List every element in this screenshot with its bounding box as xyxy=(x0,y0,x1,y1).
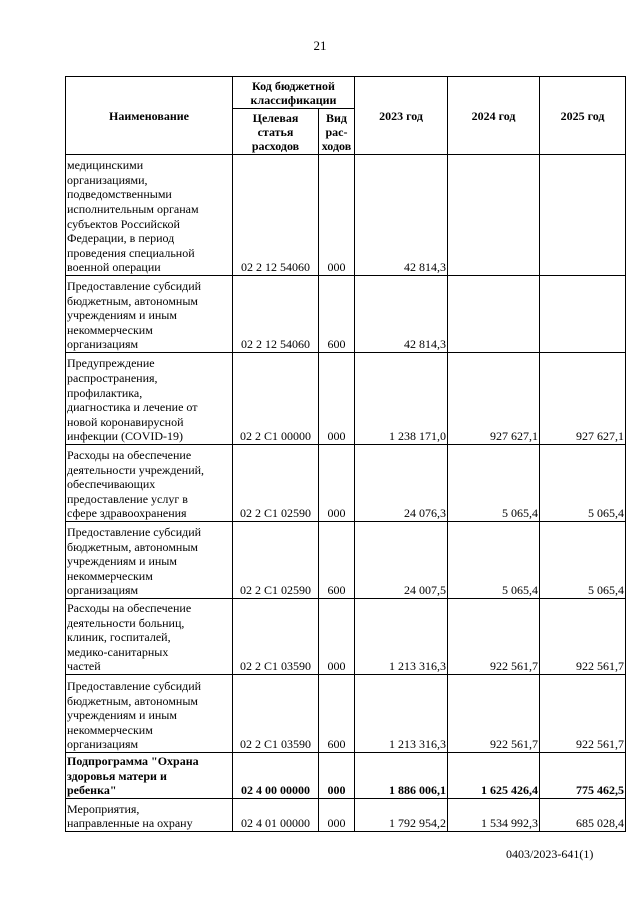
row-expense-type: 000 xyxy=(319,353,355,445)
table-row xyxy=(66,799,626,832)
name-line: субъектов Российской xyxy=(67,216,180,231)
name-line: некоммерческим xyxy=(67,322,153,337)
row-name xyxy=(66,675,233,753)
row-target-code: 02 2 С1 03590 xyxy=(233,675,319,753)
name-line: Предоставление субсидий xyxy=(67,279,202,294)
header-target-line2: статья xyxy=(257,124,294,139)
row-2024 xyxy=(448,276,540,353)
row-expense-type: 000 xyxy=(319,599,355,675)
name-line: направленные на охрану xyxy=(67,816,193,831)
name-line: сфере здравоохранения xyxy=(67,506,187,521)
table-row xyxy=(66,353,626,445)
table-row xyxy=(66,155,626,276)
row-2025: 5 065,4 xyxy=(540,445,626,522)
row-target-code: 02 2 С1 02590 xyxy=(233,522,319,599)
document-code: 0403/2023-641(1) xyxy=(506,847,594,861)
header-2025: 2025 год xyxy=(540,77,626,155)
name-line: новой коронавирусной xyxy=(67,414,184,429)
row-target-code: 02 2 12 54060 xyxy=(233,155,319,276)
row-name xyxy=(66,522,233,599)
row-2023: 1 213 316,3 xyxy=(355,599,448,675)
name-line: Мероприятия, xyxy=(67,801,140,816)
header-name: Наименование xyxy=(66,77,233,155)
header-2023: 2023 год xyxy=(355,77,448,155)
row-2023: 1 792 954,2 xyxy=(355,799,448,832)
row-target-code: 02 2 С1 02590 xyxy=(233,445,319,522)
header-expense-type xyxy=(319,109,355,155)
row-2023: 24 007,5 xyxy=(355,522,448,599)
name-line: организациям xyxy=(67,337,139,352)
name-line: предоставление услуг в xyxy=(67,491,188,506)
table-row-subprogram xyxy=(66,753,626,799)
name-line: исполнительным органам xyxy=(67,202,199,217)
page-number: 21 xyxy=(313,38,327,53)
row-name xyxy=(66,799,233,832)
name-line: профилактика, xyxy=(67,385,143,400)
row-target-code: 02 2 С1 00000 xyxy=(233,353,319,445)
name-line: проведения специальной xyxy=(67,245,195,260)
row-expense-type: 600 xyxy=(319,675,355,753)
header-row-top xyxy=(66,77,626,109)
table-row xyxy=(66,276,626,353)
row-2024: 5 065,4 xyxy=(448,445,540,522)
row-2024: 922 561,7 xyxy=(448,675,540,753)
row-expense-type: 000 xyxy=(319,445,355,522)
header-target-line1: Целевая xyxy=(252,110,299,125)
name-line: некоммерческим xyxy=(67,568,153,583)
name-line: Расходы на обеспечение xyxy=(67,601,192,616)
table-row xyxy=(66,599,626,675)
name-line: учреждениям и иным xyxy=(67,554,177,569)
row-expense-type: 000 xyxy=(319,753,355,799)
name-line: клиник, госпиталей, xyxy=(67,630,171,645)
row-2025: 922 561,7 xyxy=(540,599,626,675)
name-line: Предупреждение xyxy=(67,356,155,371)
row-target-code: 02 2 12 54060 xyxy=(233,276,319,353)
table-row xyxy=(66,675,626,753)
row-name xyxy=(66,353,233,445)
header-target-article xyxy=(233,109,319,155)
row-target-code: 02 4 00 00000 xyxy=(233,753,319,799)
row-2024: 1 625 426,4 xyxy=(448,753,540,799)
name-line: бюджетным, автономным xyxy=(67,539,198,554)
row-name xyxy=(66,276,233,353)
row-expense-type: 000 xyxy=(319,155,355,276)
name-line: медицинскими xyxy=(67,158,144,173)
name-line: деятельности учреждений, xyxy=(67,462,205,477)
name-line: частей xyxy=(67,659,101,674)
row-2024: 922 561,7 xyxy=(448,599,540,675)
header-type-line1: Вид xyxy=(326,110,347,125)
row-2024: 1 534 992,3 xyxy=(448,799,540,832)
row-2025 xyxy=(540,276,626,353)
name-line: Расходы на обеспечение xyxy=(67,448,192,463)
header-target-line3: расходов xyxy=(251,138,300,153)
row-2023: 1 238 171,0 xyxy=(355,353,448,445)
row-2023: 1 886 006,1 xyxy=(355,753,448,799)
row-2023: 42 814,3 xyxy=(355,276,448,353)
header-budget-code xyxy=(233,77,355,109)
table-row xyxy=(66,522,626,599)
name-line: деятельности больниц, xyxy=(67,615,185,630)
name-line: бюджетным, автономным xyxy=(67,693,198,708)
row-2023: 42 814,3 xyxy=(355,155,448,276)
header-budget-code-line1: Код бюджетной xyxy=(252,78,335,93)
name-line: Предоставление субсидий xyxy=(67,679,202,694)
name-line: медико-санитарных xyxy=(67,644,169,659)
name-line: Предоставление субсидий xyxy=(67,525,202,540)
name-line: некоммерческим xyxy=(67,722,153,737)
name-line: военной операции xyxy=(67,260,161,275)
name-line: организациям xyxy=(67,583,139,598)
name-line: обеспечивающих xyxy=(67,477,156,492)
header-type-line2: рас- xyxy=(325,124,348,139)
header-budget-code-line2: классификации xyxy=(250,92,337,107)
row-2025 xyxy=(540,155,626,276)
name-line: бюджетным, автономным xyxy=(67,293,198,308)
header-2024: 2024 год xyxy=(448,77,540,155)
row-expense-type: 600 xyxy=(319,276,355,353)
row-2025: 922 561,7 xyxy=(540,675,626,753)
row-2024: 927 627,1 xyxy=(448,353,540,445)
row-2025: 927 627,1 xyxy=(540,353,626,445)
row-2025: 685 028,4 xyxy=(540,799,626,832)
row-name xyxy=(66,445,233,522)
name-line: инфекции (COVID-19) xyxy=(67,429,184,444)
row-name xyxy=(66,155,233,276)
header-type-line3: ходов xyxy=(321,138,352,153)
row-name xyxy=(66,599,233,675)
row-target-code: 02 4 01 00000 xyxy=(233,799,319,832)
row-2023: 1 213 316,3 xyxy=(355,675,448,753)
budget-table xyxy=(65,76,626,832)
name-line: Подпрограмма "Охрана xyxy=(67,754,199,769)
table-row xyxy=(66,445,626,522)
name-line: здоровья матери и xyxy=(67,768,167,783)
row-2025: 5 065,4 xyxy=(540,522,626,599)
row-2024: 5 065,4 xyxy=(448,522,540,599)
row-target-code: 02 2 С1 03590 xyxy=(233,599,319,675)
name-line: ребенка" xyxy=(67,783,117,798)
name-line: организациям xyxy=(67,737,139,752)
row-2025: 775 462,5 xyxy=(540,753,626,799)
row-expense-type: 000 xyxy=(319,799,355,832)
name-line: диагностика и лечение от xyxy=(67,400,198,415)
name-line: распространения, xyxy=(67,371,158,386)
name-line: Федерации, в период xyxy=(67,231,175,246)
name-line: организациями, xyxy=(67,172,148,187)
name-line: подведомственными xyxy=(67,187,172,202)
row-2024 xyxy=(448,155,540,276)
name-line: учреждениям и иным xyxy=(67,308,177,323)
row-expense-type: 600 xyxy=(319,522,355,599)
row-name xyxy=(66,753,233,799)
row-2023: 24 076,3 xyxy=(355,445,448,522)
name-line: учреждениям и иным xyxy=(67,708,177,723)
